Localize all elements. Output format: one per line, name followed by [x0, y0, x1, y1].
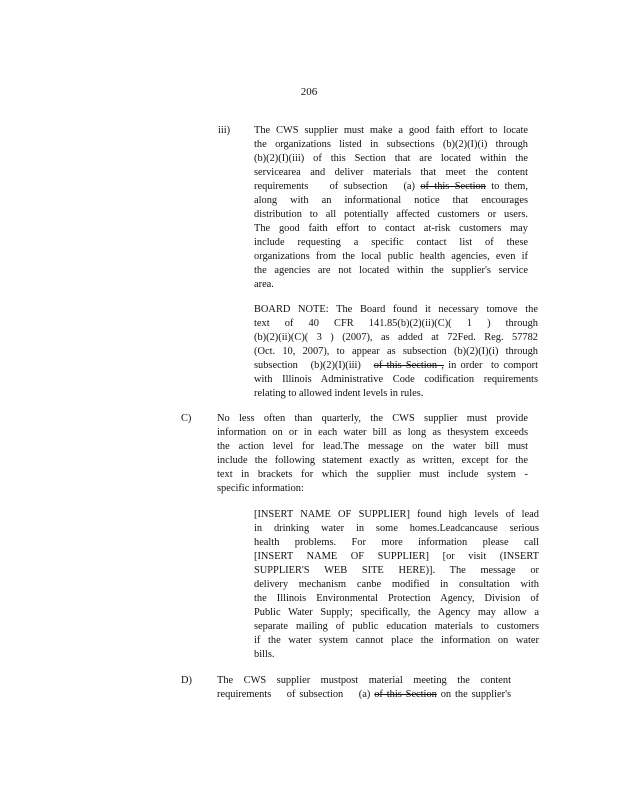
- text-line: [INSERT NAME OF SUPPLIER] [or visit (INSERT: [254, 551, 539, 562]
- text-line: bills.: [254, 649, 275, 660]
- struck-text: of this Section: [420, 181, 486, 192]
- item-iii-marker: iii): [218, 125, 231, 136]
- text-line: the action level for lead.The message on the water bill must: [217, 441, 528, 452]
- text-line: The CWS supplier mustpost material meeting the content: [217, 675, 511, 686]
- text-line: the agencies are not located within the supplier's service: [254, 265, 528, 276]
- text-line: No less often than quarterly, the CWS supplier must provide: [217, 413, 528, 424]
- text-line: separate mailing of public education materials to customers: [254, 621, 539, 632]
- text-line: area.: [254, 279, 274, 290]
- text-line: relating to allowed indent levels in rules.: [254, 388, 424, 399]
- text-line: Public Water Supply; specifically, the Agency may allow a: [254, 607, 539, 618]
- text-line: health problems. For more information please call: [254, 537, 539, 548]
- text-line: information on or in each water bill as long as thesystem exceeds: [217, 427, 528, 438]
- text-line: the organizations listed in subsections (b)(2)(I)(i) through: [254, 139, 528, 150]
- text-line: along with an informational notice that encourages: [254, 195, 528, 206]
- text-line: servicearea and deliver materials that meet the content: [254, 167, 528, 178]
- text-line: [INSERT NAME OF SUPPLIER] found high levels of lead: [254, 509, 539, 520]
- text-line: in drinking water in some homes.Leadcancause serious: [254, 523, 539, 534]
- text-line: The CWS supplier must make a good faith effort to locate: [254, 125, 528, 136]
- text-line-with-strike: requirements of subsection (a) of this Section on the supplier's: [217, 689, 511, 700]
- text-line-with-strike: subsection (b)(2)(I)(iii) of this Section , in order to comport: [254, 360, 538, 371]
- item-c-marker: C): [181, 413, 192, 424]
- page-number: 206: [300, 86, 318, 98]
- text-line: organizations from the local public health agencies, even if: [254, 251, 528, 262]
- text-line: delivery mechanism canbe modified in consultation with: [254, 579, 539, 590]
- text-line-with-strike: requirements of subsection (a) of this Section to them,: [254, 181, 528, 192]
- text-line: The good faith effort to contact at-risk customers may: [254, 223, 528, 234]
- text-line: (b)(2)(ii)(C)( 3 ) (2007), as added at 72Fed. Reg. 57782: [254, 332, 538, 343]
- item-d-marker: D): [181, 675, 192, 686]
- item-c-paragraph: [217, 412, 528, 496]
- text-line: distribution to all potentially affected customers or users.: [254, 209, 528, 220]
- struck-text: of this Section: [374, 689, 437, 700]
- board-note: [254, 303, 538, 401]
- struck-text: of this Section ,: [373, 360, 444, 371]
- text-line: SUPPLIER'S WEB SITE HERE)]. The message or: [254, 565, 539, 576]
- text-line: with Illinois Administrative Code codification requirements: [254, 374, 538, 385]
- text-line: text of 40 CFR 141.85(b)(2)(ii)(C)( 1 ) through: [254, 318, 538, 329]
- item-iii-paragraph: [254, 124, 528, 292]
- text-line: text in brackets for which the supplier must include system -: [217, 469, 528, 480]
- text-line: the Illinois Environmental Protection Agency, Division of: [254, 593, 539, 604]
- text-line: include requesting a specific contact list of these: [254, 237, 528, 248]
- text-line: specific information:: [217, 483, 304, 494]
- item-d-paragraph: [217, 674, 511, 702]
- text-line: if the water system cannot place the information on water: [254, 635, 539, 646]
- required-message-quote: [254, 508, 539, 662]
- text-line: (b)(2)(I)(iii) of this Section that are located within the: [254, 153, 528, 164]
- text-line: (Oct. 10, 2007), to appear as subsection (b)(2)(I)(i) through: [254, 346, 538, 357]
- text-line: BOARD NOTE: The Board found it necessary tomove the: [254, 304, 538, 315]
- text-line: include the following statement exactly as written, except for the: [217, 455, 528, 466]
